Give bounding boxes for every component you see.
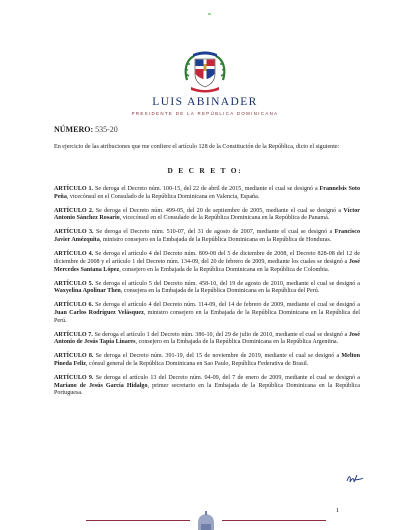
article-text: Se deroga el Decreto núm. 499-05, del 20 de septiembre de 2005, mediante el cual se designó a [93, 207, 344, 214]
article-text: Se deroga el Decreto núm. 100-15, del 22 de abril de 2015, mediante el cual se designó a [93, 186, 320, 192]
article-text: Se deroga el artículo 1 del Decreto núm. 386-10, del 29 de julio de 2010, mediante el cual se designó a [92, 331, 349, 338]
decree-number [54, 125, 118, 134]
article-2 [54, 208, 360, 223]
article-text: Se deroga el artículo 4 del Decreto núm. 114-09, del 14 de febrero de 2009, mediante el cual se designó a [93, 302, 360, 309]
article-text: , vicecónsul en el Consulado de la República Dominicana en Valencia, España. [66, 193, 260, 200]
article-label: ARTÍCULO 3. [54, 229, 94, 236]
president-title: PRESIDENTE DE LA REPÚBLICA DOMINICANA [131, 111, 279, 116]
article-label: ARTÍCULO 1. [54, 186, 94, 192]
article-person: Frannelsis Soto Peña [54, 186, 361, 200]
article-text: , vicecónsul en el Consulado de la República Dominicana en la República de Panamá. [119, 215, 330, 222]
article-5 [54, 281, 360, 296]
article-text: Se deroga el Decreto núm. 510-07, del 31 de agosto de 2007, mediante el cual se designó a [93, 229, 335, 236]
article-text: , consejero en la Embajada de la República Dominicana en la República de Colombia. [119, 266, 330, 273]
article-4 [54, 251, 360, 274]
article-1 [54, 186, 360, 201]
article-9 [54, 375, 360, 398]
article-text: , consejera en la Embajada de la República Dominicana en la República del Perú. [120, 288, 320, 295]
article-person: Francisco Javier Amézquita [54, 229, 360, 244]
article-6 [54, 302, 360, 325]
article-text: , ministro consejero en la Embajada de la República Dominicana en la República de Honduras. [99, 237, 332, 244]
article-label: ARTÍCULO 5. [54, 280, 94, 287]
signature-initials-icon [345, 472, 365, 486]
article-text: , primer secretario en la Embajada de la República Dominicana en la República Portuguesa. [54, 382, 361, 397]
decree-number-value: 535-20 [95, 125, 118, 134]
article-7 [54, 332, 360, 347]
article-text: , cónsul general de la República Dominicana en Sao Paulo, República Federativa de Brasil. [86, 361, 309, 368]
article-person: Mariano de Jesús García Hidalgo [54, 382, 148, 389]
article-label: ARTÍCULO 4. [54, 251, 94, 258]
article-label: ARTÍCULO 8. [54, 353, 94, 360]
article-3 [54, 229, 360, 244]
page-number: 1 [336, 507, 340, 514]
article-person: Juan Carlos Rodríguez Velásquez [54, 309, 144, 316]
article-text: Se deroga el Decreto núm. 391-19, del 15 de noviembre de 2019, mediante el cual se designó a [93, 353, 342, 360]
article-text: , ministro consejero en la Embajada de la República Dominicana en la República del Perú. [54, 309, 360, 324]
article-text: Se deroga el artículo 5 del Decreto núm. 458-10, del 19 de agosto de 2010, mediante el cual se designó a [93, 280, 360, 287]
coat-of-arms-icon [182, 50, 228, 94]
palace-emblem-icon [195, 511, 217, 530]
article-text: , consejero en la Embajada de la República Dominicana en la República Argentina. [135, 339, 339, 346]
decree-heading: D E C R E T O: [167, 166, 243, 175]
article-8 [54, 353, 360, 368]
article-label: ARTÍCULO 7. [54, 331, 93, 338]
scan-speck [208, 13, 211, 15]
article-person: José Mercedes Santana López [54, 258, 360, 273]
footer-divider-left [86, 520, 190, 521]
article-label: ARTÍCULO 9. [54, 375, 94, 382]
article-text: Se deroga el artículo 13 del Decreto núm. 04-09, del 7 de enero de 2009, mediante el cual se designó a [93, 375, 360, 382]
decree-number-label: NÚMERO: [54, 125, 94, 134]
article-person: Melton Pineda Feliz [54, 353, 360, 368]
article-text: Se deroga el artículo 4 del Decreto núm. 809-08 del 5 de diciembre de 2008, el Decreto 828-08 del 12 de diciembre de 2008 y el artículo 1 del Decreto núm. 134-09, del 20 de febrero de 2009, mediante los cuales se designó a [54, 251, 361, 265]
article-person: Waxyelina Apolinar Then [54, 288, 121, 295]
articles-list [54, 186, 360, 404]
footer-divider-right [222, 520, 326, 521]
article-label: ARTÍCULO 2. [54, 207, 94, 214]
president-name: LUIS ABINADER [152, 96, 258, 108]
article-label: ARTÍCULO 6. [54, 302, 94, 309]
article-person: José Antonio de Jesús Tapia Linares [54, 331, 360, 346]
article-person: Víctor Antonio Sánchez Rosario [54, 207, 360, 222]
intro-paragraph: En ejercicio de las atribuciones que me confiere el artículo 128 de la Constitución de la República, dicto el siguiente: [54, 144, 340, 150]
